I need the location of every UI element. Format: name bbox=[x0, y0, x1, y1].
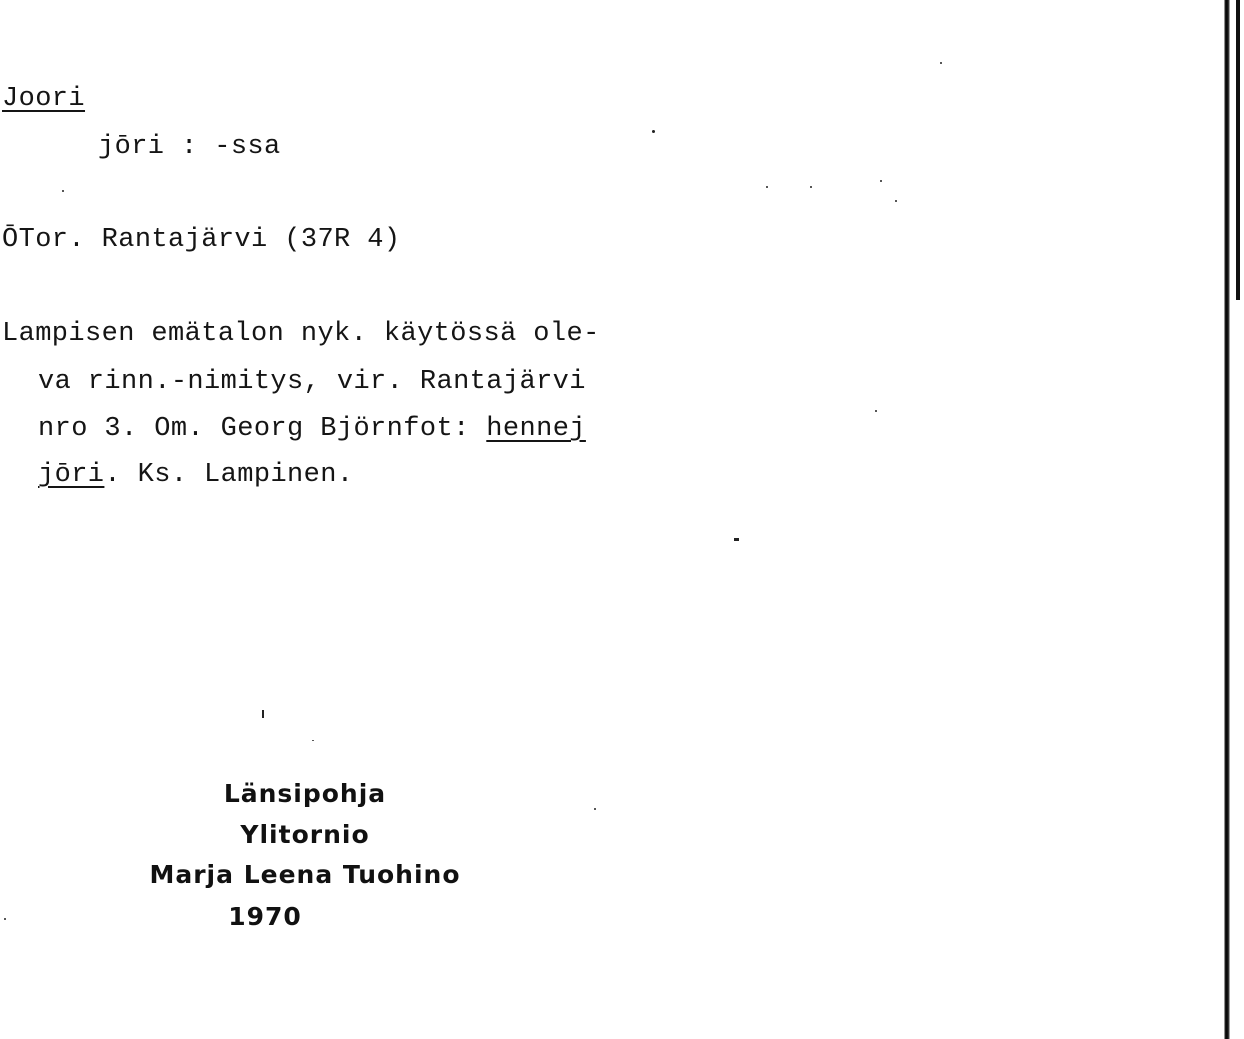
speck bbox=[4, 918, 6, 920]
description-line-3 bbox=[38, 416, 586, 443]
cross-reference: . Ks. Lampinen. bbox=[104, 460, 354, 490]
speck bbox=[652, 130, 655, 133]
speck bbox=[62, 190, 64, 192]
inflection: jōri : -ssa bbox=[98, 132, 281, 162]
speck bbox=[895, 200, 897, 202]
speck bbox=[734, 538, 739, 541]
speck bbox=[940, 62, 942, 64]
stamp-region: Länsipohja bbox=[223, 779, 387, 808]
stamp-year: 1970 bbox=[228, 902, 302, 931]
headword: Joori bbox=[2, 84, 86, 114]
speck bbox=[594, 808, 596, 810]
card-edge bbox=[1224, 0, 1230, 1039]
description-line-1: Lampisen emätalon nyk. käytössä ole- bbox=[2, 319, 600, 349]
description-line-4 bbox=[38, 462, 353, 489]
speck bbox=[766, 186, 768, 188]
quoted-form: hennej bbox=[486, 414, 586, 444]
description-line-2: va rinn.-nimitys, vir. Rantajärvi bbox=[38, 367, 586, 397]
source-line: ŌTor. Rantajärvi (37R 4) bbox=[2, 225, 401, 255]
stamp-collector: Marja Leena Tuohino bbox=[149, 860, 461, 889]
speck bbox=[312, 740, 314, 741]
stamp-parish: Ylitornio bbox=[240, 820, 370, 849]
speck bbox=[880, 180, 882, 182]
speck bbox=[262, 710, 264, 718]
card-edge-top bbox=[1236, 0, 1240, 300]
speck bbox=[810, 186, 812, 188]
quoted-form-continued: jōri bbox=[38, 460, 105, 490]
speck bbox=[875, 410, 877, 412]
description-line-3-text: nro 3. Om. Georg Björnfot: bbox=[38, 414, 487, 444]
